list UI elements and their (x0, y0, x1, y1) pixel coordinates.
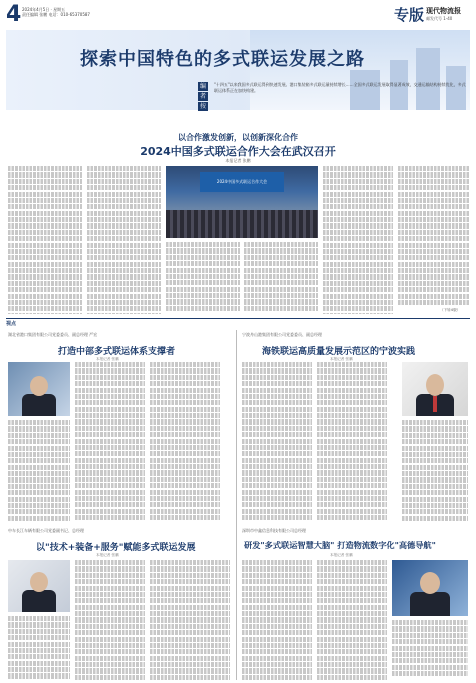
editor-note-char: 编 (199, 83, 206, 90)
conference-audience (166, 210, 318, 238)
interview-title: 打造中部多式联运体系支撑者 (58, 347, 176, 357)
issue-meta (22, 7, 90, 17)
interview-title: 海铁联运高质量发展示范区的宁波实践 (262, 347, 416, 357)
interview-body (150, 560, 230, 680)
interview-title: 以"技术+装备+服务"赋能多式联运发展 (36, 543, 196, 553)
page-number: 4 (6, 2, 22, 27)
interview-body (75, 362, 145, 524)
interview-org: 宁波舟山港集团有限公司党委委员、副总经理 (242, 332, 322, 337)
skyline-building (416, 48, 440, 110)
interviewee-portrait (8, 362, 70, 416)
lead-byline: 本报记者 张鹏 (225, 158, 251, 163)
continuation-note: （下转4版） (440, 308, 461, 312)
interview-body (8, 420, 70, 524)
interview-org: 中车长江车辆有限公司党委副书记、总经理 (8, 528, 84, 533)
editor-note-tag (198, 82, 208, 112)
page-main-title: 探索中国特色的多式联运发展之路 (80, 49, 365, 70)
interview-body (242, 560, 312, 680)
lead-body-column (244, 242, 318, 314)
lead-body-column (166, 242, 240, 314)
interviewee-portrait (8, 560, 70, 612)
interviewee-portrait (402, 362, 468, 416)
interview-body (242, 362, 312, 524)
lead-body-column (87, 166, 161, 314)
interview-body (402, 420, 468, 524)
newspaper-brand: 现代物流报 (426, 6, 461, 15)
interview-byline: 本报记者 张鹏 (330, 357, 353, 361)
interview-body (392, 620, 468, 680)
interview-body (317, 362, 387, 524)
interview-byline: 本报记者 张鹏 (330, 553, 353, 557)
lead-body-column (323, 166, 393, 314)
interview-title: 研发"多式联运智慧大脑" 打造物流数字化"高德导航" (244, 540, 436, 550)
interview-body (317, 560, 387, 680)
interview-org: 湖北省港口集团有限公司党委委员、副总经理 严宏 (8, 332, 98, 337)
special-edition-label: 专版 (394, 6, 425, 24)
lead-subtitle: 以合作激发创新，以创新深化合作 (178, 133, 298, 142)
editor-note-text: "十四五"以来我国多式联运得到快速发展。港口集装箱多式联运量持续增长……全国多式联运发展取得显著成效，交通运输结构持续优化，多式联运体系正在加快构建。 (214, 82, 466, 93)
column-divider (236, 330, 237, 680)
interview-byline: 本报记者 张鹏 (96, 357, 119, 361)
interview-body (150, 362, 220, 524)
interview-body (75, 560, 145, 680)
interviewee-portrait (392, 560, 468, 616)
lead-body-column (8, 166, 82, 314)
lead-title: 2024中国多式联运合作大会在武汉召开 (140, 145, 336, 158)
issue-date: 2024年4月5日 · 星期五 (22, 7, 66, 12)
lead-body-column (398, 166, 470, 306)
issue-editor: 责任编辑 张鹏 电话：010-65370587 (22, 12, 90, 17)
interview-body (8, 616, 70, 680)
section-tag: 视点 (6, 321, 17, 327)
postal-code: 邮发代号 1-40 (426, 16, 453, 21)
section-divider (6, 318, 470, 327)
editor-note-char: 按 (199, 103, 206, 110)
interview-org: 深圳市中鑫信息科技有限公司总经理 (242, 528, 306, 533)
conference-photo (166, 166, 318, 238)
interview-byline: 本报记者 张鹏 (96, 553, 119, 557)
page-header (0, 0, 476, 28)
conference-screen: 2024中国多式联运合作大会 (200, 172, 284, 192)
editor-note-char: 者 (199, 93, 206, 100)
